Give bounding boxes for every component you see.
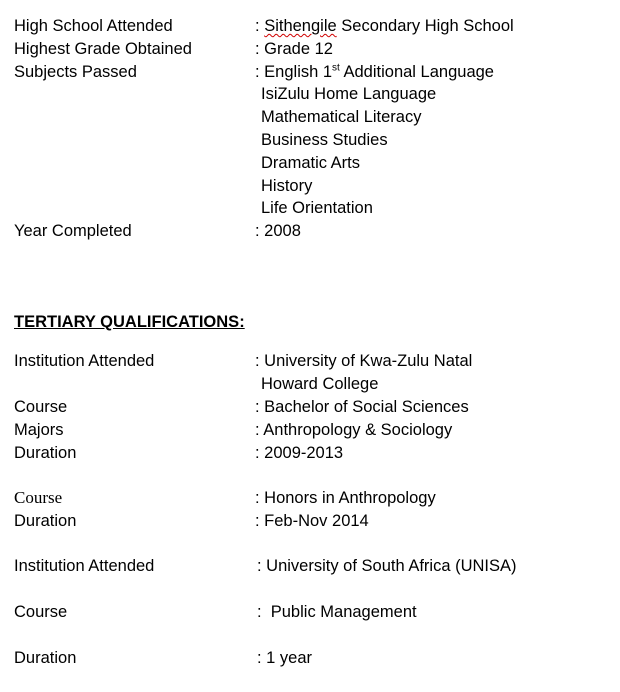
subject-row	[0, 197, 620, 219]
subjects-row	[0, 61, 620, 83]
subject-row	[0, 175, 620, 197]
year-completed-value: : 2008	[255, 222, 301, 240]
institution-value: : University of South Africa (UNISA)	[257, 557, 517, 575]
subjects-label: Subjects Passed	[14, 63, 137, 81]
course-label: Course	[14, 488, 63, 507]
highest-grade-value: : Grade 12	[255, 40, 333, 58]
school-name: Sithengile	[264, 17, 337, 35]
subject-row	[0, 129, 620, 151]
subject-item: Mathematical Literacy	[261, 108, 422, 126]
highest-grade-row	[0, 38, 620, 60]
subject-row	[0, 106, 620, 128]
honors-duration-row	[0, 510, 620, 532]
tertiary-heading-row	[0, 311, 620, 333]
course-label: Course	[14, 603, 68, 621]
subject-item: : English 1st Additional Language	[255, 62, 494, 81]
unisa-duration-row	[0, 647, 620, 669]
duration-row	[0, 442, 620, 464]
course-value: : Honors in Anthropology	[255, 489, 436, 507]
section-heading: TERTIARY QUALIFICATIONS:	[14, 313, 245, 331]
duration-label: Duration	[14, 444, 77, 462]
duration-value: : 2009-2013	[255, 444, 344, 462]
duration-value: : Feb-Nov 2014	[255, 512, 369, 530]
subject-row	[0, 152, 620, 174]
course-row	[0, 396, 620, 418]
subject-row	[0, 83, 620, 105]
high-school-value	[255, 15, 514, 37]
institution-row	[0, 350, 620, 372]
institution-value: : University of Kwa-Zulu Natal	[255, 352, 473, 370]
subject-item: History	[261, 177, 313, 195]
course-value: : Bachelor of Social Sciences	[255, 398, 469, 416]
institution-label: Institution Attended	[14, 352, 155, 370]
duration-label: Duration	[14, 512, 77, 530]
majors-value: : Anthropology & Sociology	[255, 421, 453, 439]
school-name-rest: Secondary High School	[336, 17, 514, 35]
subject-item: IsiZulu Home Language	[261, 85, 437, 103]
unisa-course-row	[0, 601, 620, 623]
institution-value-line2: Howard College	[261, 375, 379, 393]
institution-row-continued	[0, 373, 620, 395]
subject-item: Business Studies	[261, 131, 388, 149]
duration-label: Duration	[14, 649, 77, 667]
colon: :	[255, 17, 260, 35]
highest-grade-label: Highest Grade Obtained	[14, 40, 192, 58]
course-label: Course	[14, 398, 68, 416]
subject-item: Dramatic Arts	[261, 154, 361, 172]
majors-label: Majors	[14, 421, 64, 439]
high-school-label: High School Attended	[14, 17, 173, 35]
year-completed-label: Year Completed	[14, 222, 132, 240]
duration-value: : 1 year	[257, 649, 313, 667]
year-completed-row	[0, 220, 620, 242]
subject-item: Life Orientation	[261, 199, 373, 217]
course-value: : Public Management	[257, 603, 417, 621]
institution-label: Institution Attended	[14, 557, 155, 575]
honors-course-row	[0, 487, 620, 509]
unisa-institution-row	[0, 555, 620, 577]
high-school-row	[0, 15, 620, 37]
majors-row	[0, 419, 620, 441]
